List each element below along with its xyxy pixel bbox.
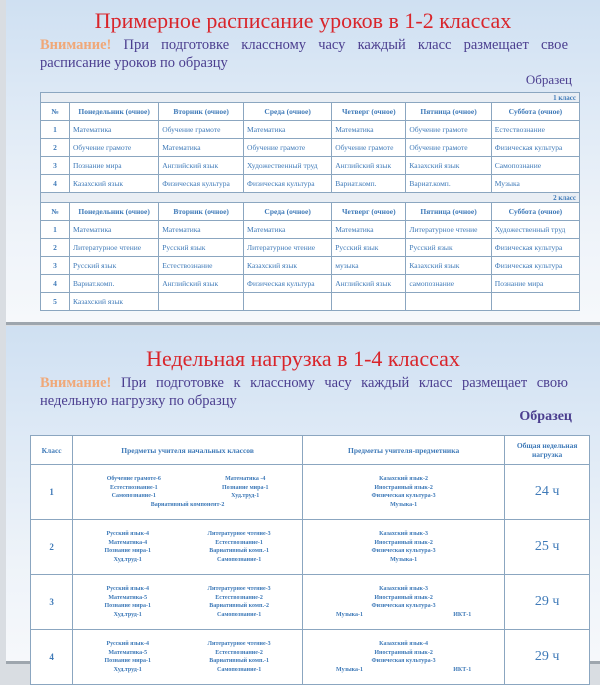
header-day: Вторник (очное) — [159, 103, 244, 121]
subject-item: Литературное чтение-3 — [207, 586, 271, 592]
header-day: Пятница (очное) — [406, 203, 491, 221]
lesson-cell: Английский язык — [332, 157, 406, 175]
primary-subjects — [73, 465, 303, 520]
class-label: 2 класс — [41, 193, 580, 203]
day-header-row — [41, 103, 580, 121]
table-row — [41, 175, 580, 193]
header-day: Суббота (очное) — [491, 103, 579, 121]
lesson-number: 1 — [41, 121, 70, 139]
total-load: 29 ч — [505, 630, 590, 685]
lesson-cell: Вариат.комп. — [406, 175, 491, 193]
lesson-number: 1 — [41, 221, 70, 239]
subject-item: Русский язык-4 — [106, 586, 149, 592]
lesson-cell: Математика — [70, 221, 159, 239]
header-day: Понедельник (очное) — [70, 103, 159, 121]
lesson-cell: Английский язык — [159, 275, 244, 293]
lesson-cell: Познание мира — [70, 157, 159, 175]
lesson-cell: Математика — [159, 221, 244, 239]
subject-item: Худ.труд-1 — [113, 611, 142, 618]
weekly-load-table — [30, 435, 590, 685]
subject-item: Самопознание-1 — [111, 493, 156, 499]
lesson-number: 4 — [41, 175, 70, 193]
sample-label: Образец — [525, 72, 572, 87]
lesson-cell: Литературное чтение — [70, 239, 159, 257]
table-row — [41, 275, 580, 293]
table-row — [41, 257, 580, 275]
subject-item: ИКТ-1 — [453, 611, 472, 618]
lesson-cell: Естествознание — [159, 257, 244, 275]
subject-item: Казахский язык-2 — [379, 476, 429, 482]
lesson-cell: Математика — [244, 121, 332, 139]
header-day: Среда (очное) — [244, 103, 332, 121]
warning-label: Внимание! — [40, 37, 112, 53]
subject-item: Худ.труд-1 — [113, 666, 142, 673]
lesson-cell: Русский язык — [406, 239, 491, 257]
lesson-cell: Русский язык — [70, 257, 159, 275]
subject-item: Естествознание-1 — [215, 539, 263, 546]
subject-teacher-subjects — [302, 520, 504, 575]
subject-item: Познание мира-1 — [221, 484, 269, 491]
subject-item: Худ.труд-1 — [231, 493, 260, 499]
lesson-cell: Физическая культура — [244, 275, 332, 293]
lesson-cell: Обучение грамоте — [70, 139, 159, 157]
primary-subjects — [73, 520, 303, 575]
lesson-cell: Физическая культура — [244, 175, 332, 193]
table-row — [41, 139, 580, 157]
lesson-cell — [332, 293, 406, 311]
lesson-cell: Художественный труд — [491, 221, 579, 239]
subject-item: Казахский язык-4 — [379, 641, 429, 647]
subject-item: Самопознание-1 — [216, 556, 262, 563]
schedule-note — [40, 36, 568, 72]
header-day: Пятница (очное) — [406, 103, 491, 121]
primary-subjects — [73, 630, 303, 685]
subject-item: Вариативный комп.-1 — [209, 548, 269, 554]
lesson-cell: Физическая культура — [491, 257, 579, 275]
lesson-cell: Вариат.комп. — [70, 275, 159, 293]
subject-teacher-subjects — [302, 465, 504, 520]
lesson-cell: Естествознание — [491, 121, 579, 139]
table-row — [31, 575, 590, 630]
subject-item: Музыка-1 — [390, 501, 418, 508]
slide-schedule — [6, 0, 600, 325]
subject-item: ИКТ-1 — [453, 666, 472, 673]
subject-item: Познание мира-1 — [104, 548, 151, 554]
subject-item: Музыка-1 — [335, 666, 364, 673]
header-number: № — [41, 103, 70, 121]
subject-item: Естествознание-1 — [110, 484, 158, 491]
lesson-number: 4 — [41, 275, 70, 293]
lesson-cell: самопознание — [406, 275, 491, 293]
warning-label: Внимание! — [40, 375, 112, 391]
total-load: 29 ч — [505, 575, 590, 630]
subject-item: Литературное чтение-3 — [207, 641, 271, 647]
note-text: При подготовке классному часу каждый класс размещает свое расписание уроков по образцу — [40, 37, 568, 71]
subject-item: Физическая культура-3 — [371, 548, 436, 554]
lesson-cell: Обучение грамоте — [159, 121, 244, 139]
subject-item: Физическая культура-3 — [371, 493, 436, 499]
load-title: Недельная нагрузка в 1-4 классах — [146, 346, 460, 371]
header-day: Четверг (очное) — [332, 103, 406, 121]
subject-item: Естествознание-2 — [215, 649, 263, 656]
subject-item: Иностранный язык-2 — [374, 539, 433, 546]
class-number: 4 — [31, 630, 73, 685]
subject-teacher-subjects — [302, 575, 504, 630]
subject-item: Казахский язык-3 — [379, 586, 429, 592]
total-load: 24 ч — [505, 465, 590, 520]
lesson-cell: Познание мира — [491, 275, 579, 293]
table-row — [41, 121, 580, 139]
class-number: 3 — [31, 575, 73, 630]
subject-item: Естествознание-2 — [215, 594, 263, 601]
header-day: Суббота (очное) — [491, 203, 579, 221]
lesson-number: 3 — [41, 157, 70, 175]
header-day: Вторник (очное) — [159, 203, 244, 221]
header-primary: Предметы учителя начальных классов — [73, 436, 303, 465]
lesson-cell — [491, 293, 579, 311]
lesson-cell — [406, 293, 491, 311]
lesson-cell: Обучение грамоте — [244, 139, 332, 157]
load-note — [40, 374, 568, 410]
table-row — [31, 630, 590, 685]
lesson-cell: Обучение грамоте — [332, 139, 406, 157]
lesson-number: 5 — [41, 293, 70, 311]
lesson-cell: Математика — [332, 121, 406, 139]
lesson-cell: Вариат.комп. — [332, 175, 406, 193]
header-total: Общая недельная нагрузка — [505, 436, 590, 465]
lesson-cell — [159, 293, 244, 311]
subject-item: Физическая культура-3 — [371, 603, 436, 609]
lesson-number: 2 — [41, 139, 70, 157]
subject-item: Познание мира-1 — [104, 603, 151, 609]
class-label: 1 класс — [41, 93, 580, 103]
lesson-cell: Обучение грамоте — [406, 121, 491, 139]
table-row — [41, 293, 580, 311]
schedule-title: Примерное расписание уроков в 1-2 классах — [94, 8, 512, 33]
table-row — [31, 520, 590, 575]
lesson-cell: Самопознание — [491, 157, 579, 175]
subject-item: Обучение грамоте-6 — [106, 476, 161, 482]
lesson-cell: Казахский язык — [406, 257, 491, 275]
lesson-cell: Казахский язык — [70, 293, 159, 311]
header-subject: Предметы учителя-предметника — [302, 436, 504, 465]
lesson-cell: Английский язык — [159, 157, 244, 175]
header-day: Среда (очное) — [244, 203, 332, 221]
table-row — [41, 221, 580, 239]
class-number: 2 — [31, 520, 73, 575]
lesson-cell — [244, 293, 332, 311]
subject-item: Музыка-1 — [390, 556, 418, 563]
subject-item: Иностранный язык-2 — [374, 594, 433, 601]
lesson-cell: Музыка — [491, 175, 579, 193]
table-row — [31, 465, 590, 520]
lesson-cell: Литературное чтение — [244, 239, 332, 257]
lesson-cell: Казахский язык — [406, 157, 491, 175]
header-day: Четверг (очное) — [332, 203, 406, 221]
header-class: Класс — [31, 436, 73, 465]
class-label-row — [41, 93, 580, 103]
subject-item: Вариативный комп.-1 — [209, 658, 269, 664]
lesson-cell: Математика — [332, 221, 406, 239]
subject-item: Вариативный компонент-2 — [150, 501, 225, 508]
lesson-cell: музыка — [332, 257, 406, 275]
class-label-row — [41, 193, 580, 203]
table-row — [41, 239, 580, 257]
lesson-cell: Обучение грамоте — [406, 139, 491, 157]
subject-item: Иностранный язык-2 — [374, 484, 433, 491]
lesson-cell: Физическая культура — [159, 175, 244, 193]
subject-item: Математика-5 — [108, 594, 148, 601]
lesson-cell: Литературное чтение — [406, 221, 491, 239]
lesson-cell: Казахский язык — [244, 257, 332, 275]
lesson-cell: Математика — [159, 139, 244, 157]
lesson-cell: Физическая культура — [491, 239, 579, 257]
lesson-cell: Казахский язык — [70, 175, 159, 193]
subject-item: Математика-4 — [108, 539, 148, 546]
subject-item: Музыка-1 — [335, 611, 364, 618]
lesson-cell: Английский язык — [332, 275, 406, 293]
class-number: 1 — [31, 465, 73, 520]
note-text: При подготовке к классному часу каждый класс размещает свою недельную нагрузку по образцу — [40, 375, 568, 409]
total-load: 25 ч — [505, 520, 590, 575]
lesson-cell: Русский язык — [332, 239, 406, 257]
subject-item: Самопознание-1 — [216, 666, 262, 673]
lesson-number: 3 — [41, 257, 70, 275]
lesson-number: 2 — [41, 239, 70, 257]
header-number: № — [41, 203, 70, 221]
subject-item: Математика -4 — [225, 476, 266, 482]
lesson-cell: Математика — [244, 221, 332, 239]
header-day: Понедельник (очное) — [70, 203, 159, 221]
subject-item: Вариативный комп.-2 — [209, 603, 269, 609]
schedule-table — [40, 92, 580, 311]
day-header-row — [41, 203, 580, 221]
subject-item: Иностранный язык-2 — [374, 649, 433, 656]
subject-item: Русский язык-4 — [106, 531, 149, 537]
subject-item: Худ.труд-1 — [113, 556, 142, 563]
subject-teacher-subjects — [302, 630, 504, 685]
lesson-cell: Художественный труд — [244, 157, 332, 175]
lesson-cell: Русский язык — [159, 239, 244, 257]
subject-item: Казахский язык-3 — [379, 531, 429, 537]
sample-label: Образец — [519, 409, 572, 424]
lesson-cell: Математика — [70, 121, 159, 139]
subject-item: Познание мира-1 — [104, 658, 151, 664]
subject-item: Математика-5 — [108, 649, 148, 656]
primary-subjects — [73, 575, 303, 630]
subject-item: Физическая культура-3 — [371, 658, 436, 664]
table-row — [41, 157, 580, 175]
subject-item: Русский язык-4 — [106, 641, 149, 647]
lesson-cell: Физическая культура — [491, 139, 579, 157]
subject-item: Литературное чтение-3 — [207, 531, 271, 537]
subject-item: Самопознание-1 — [216, 611, 262, 618]
